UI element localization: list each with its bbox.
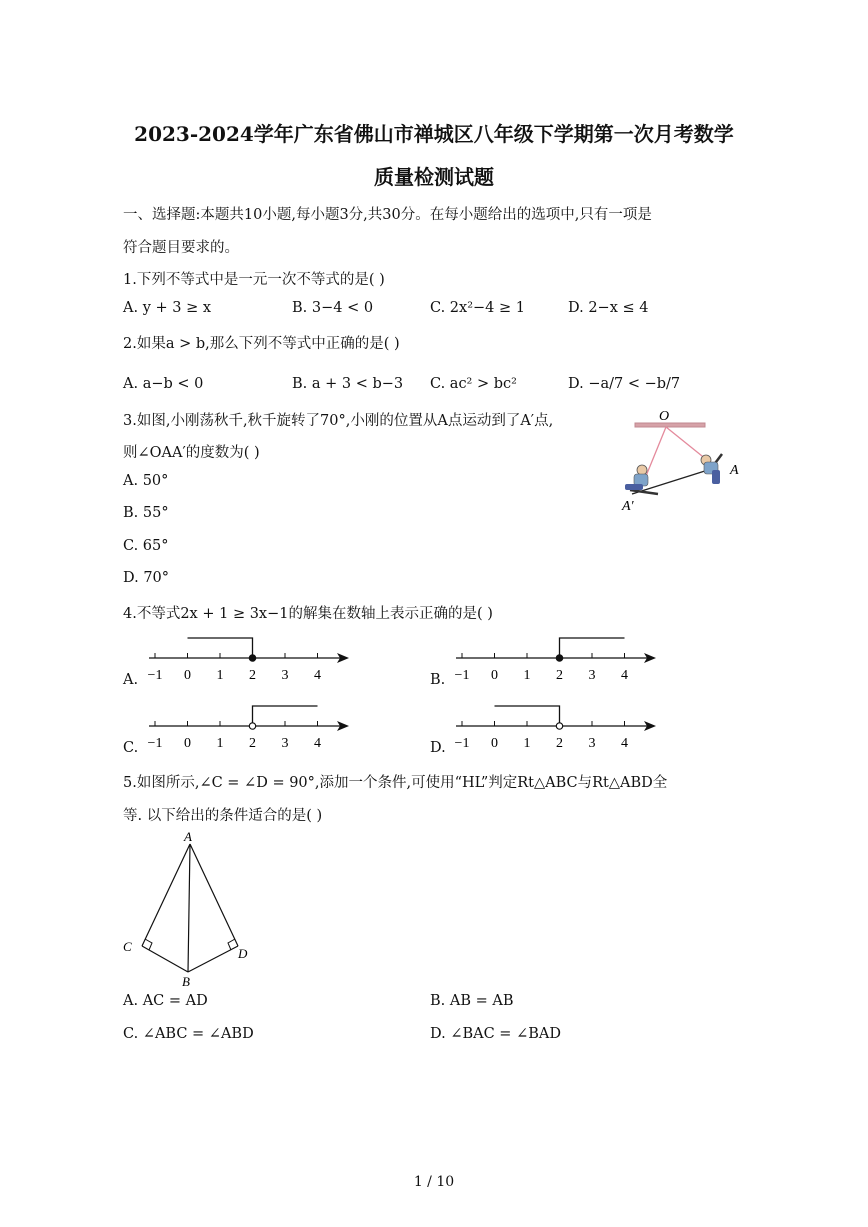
- q4-option-d-number-line[interactable]: [452, 704, 667, 756]
- label-a-prime: A′: [622, 499, 634, 514]
- tick-label: −1: [454, 668, 470, 683]
- tick-label: 3: [281, 668, 289, 683]
- q1-stem: 1.下列不等式中是一元一次不等式的是( ): [123, 272, 385, 288]
- kite-figure: [118, 830, 258, 990]
- q4-option-c-letter[interactable]: C.: [123, 740, 139, 756]
- tick-label: 0: [184, 736, 191, 751]
- q5-option-b[interactable]: B. AB = AB: [430, 993, 514, 1009]
- q4-stem: 4.不等式2x + 1 ≥ 3x−1的解集在数轴上表示正确的是( ): [123, 606, 493, 622]
- open-endpoint: [249, 723, 255, 729]
- open-endpoint: [556, 723, 562, 729]
- tick-label: 3: [588, 668, 596, 683]
- tick-label: 2: [556, 736, 563, 751]
- page-title-line2: 质量检测试题: [374, 165, 494, 189]
- label-vertex-b: B: [182, 974, 190, 989]
- q5-option-c[interactable]: C. ∠ABC = ∠ABD: [123, 1026, 254, 1042]
- q5-option-a[interactable]: A. AC = AD: [123, 993, 208, 1009]
- segment-ab: [188, 844, 190, 972]
- q5-stem-line1: 5.如图所示,∠C = ∠D = 90°,添加一个条件,可使用“HL”判定Rt△ABC与Rt△ABD全: [123, 775, 668, 791]
- label-vertex-c: C: [123, 939, 132, 954]
- q4-option-d-letter[interactable]: D.: [430, 740, 446, 756]
- tick-label: 0: [491, 736, 498, 751]
- q4-option-a-number-line[interactable]: [145, 636, 360, 688]
- tick-label: 4: [314, 668, 321, 683]
- section-instructions-line2: 符合题目要求的。: [123, 240, 239, 256]
- label-a: A: [730, 463, 739, 478]
- tick-label: 1: [216, 736, 224, 751]
- q4-option-c-number-line[interactable]: [145, 704, 360, 756]
- q1-option-d[interactable]: D. 2−x ≤ 4: [568, 300, 649, 316]
- q3-option-d[interactable]: D. 70°: [123, 570, 170, 586]
- segment-ac: [142, 844, 190, 946]
- swing-figure: [600, 408, 750, 518]
- swing-rope-right: [666, 427, 707, 460]
- tick-label: 0: [491, 668, 498, 683]
- q2-option-d[interactable]: D. −a/7 < −b/7: [568, 376, 681, 392]
- tick-label: −1: [147, 736, 163, 751]
- q5-stem-line2: 等. 以下给出的条件适合的是( ): [123, 808, 323, 824]
- tick-label: 1: [523, 736, 531, 751]
- tick-label: 2: [556, 668, 563, 683]
- label-vertex-a: A: [184, 830, 192, 844]
- q2-stem: 2.如果a > b,那么下列不等式中正确的是( ): [123, 336, 400, 352]
- tick-label: 4: [314, 736, 321, 751]
- q3-option-c[interactable]: C. 65°: [123, 538, 169, 554]
- tick-label: 4: [621, 668, 628, 683]
- tick-label: −1: [454, 736, 470, 751]
- tick-label: 2: [249, 668, 256, 683]
- q3-stem-line2: 则∠OAA′的度数为( ): [123, 445, 260, 461]
- tick-label: 1: [216, 668, 224, 683]
- q2-option-b[interactable]: B. a + 3 < b−3: [292, 376, 404, 392]
- q3-option-a[interactable]: A. 50°: [123, 473, 169, 489]
- label-vertex-d: D: [238, 946, 248, 961]
- tick-label: 3: [588, 736, 596, 751]
- q2-option-c[interactable]: C. ac² > bc²: [430, 376, 517, 392]
- tick-label: −1: [147, 668, 163, 683]
- q1-option-a[interactable]: A. y + 3 ≥ x: [123, 300, 212, 316]
- tick-label: 3: [281, 736, 289, 751]
- q2-option-a[interactable]: A. a−b < 0: [123, 376, 204, 392]
- closed-endpoint: [249, 655, 255, 661]
- q1-option-c[interactable]: C. 2x²−4 ≥ 1: [430, 300, 525, 316]
- segment-ad: [190, 844, 238, 946]
- section-instructions-line1: 一、选择题:本题共10小题,每小题3分,共30分。在每小题给出的选项中,只有一项是: [123, 207, 652, 223]
- tick-label: 2: [249, 736, 256, 751]
- page-number: 1 / 10: [413, 1174, 455, 1190]
- q3-option-b[interactable]: B. 55°: [123, 505, 169, 521]
- q4-option-b-letter[interactable]: B.: [430, 672, 446, 688]
- q4-option-b-number-line[interactable]: [452, 636, 667, 688]
- tick-label: 0: [184, 668, 191, 683]
- q5-option-d[interactable]: D. ∠BAC = ∠BAD: [430, 1026, 561, 1042]
- page-title-line1: 2023-2024学年广东省佛山市禅城区八年级下学期第一次月考数学: [134, 122, 734, 146]
- q3-stem-line1: 3.如图,小刚荡秋千,秋千旋转了70°,小刚的位置从A点运动到了A′点,: [123, 413, 554, 429]
- tick-label: 1: [523, 668, 531, 683]
- q1-option-b[interactable]: B. 3−4 < 0: [292, 300, 374, 316]
- closed-endpoint: [556, 655, 562, 661]
- label-o: O: [659, 409, 670, 424]
- tick-label: 4: [621, 736, 628, 751]
- q4-option-a-letter[interactable]: A.: [123, 672, 139, 688]
- child-left-icon: [625, 465, 648, 490]
- swing-rope-left: [646, 427, 666, 476]
- swing-beam: [635, 423, 705, 427]
